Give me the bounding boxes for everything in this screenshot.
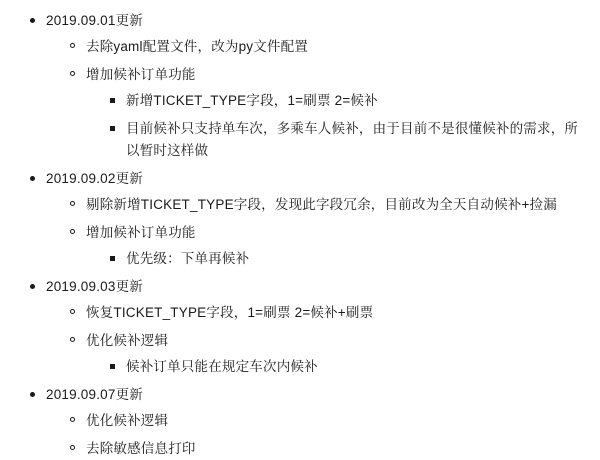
list-item (68, 330, 586, 378)
sub-item-list (108, 248, 586, 270)
changelog-section (28, 276, 586, 378)
section-heading: 2019.09.07更新 (46, 387, 143, 402)
list-item-text: 增加候补订单功能 (86, 225, 196, 240)
section-item-list (68, 36, 586, 162)
sub-list-item (108, 356, 586, 378)
list-item (68, 410, 586, 432)
list-item (68, 194, 586, 216)
section-heading: 2019.09.02更新 (46, 171, 143, 186)
list-item (68, 438, 586, 460)
section-heading: 2019.09.01更新 (46, 13, 143, 28)
sub-item-list (108, 90, 586, 162)
section-item-list (68, 302, 586, 378)
list-item-text: 去除敏感信息打印 (86, 441, 196, 456)
list-item-text: 剔除新增TICKET_TYPE字段，发现此字段冗余，目前改为全天自动候补+捡漏 (86, 197, 557, 212)
sub-list-item (108, 248, 586, 270)
section-item-list (68, 194, 586, 270)
section-item-list (68, 410, 586, 460)
changelog-section (28, 168, 586, 270)
list-item-text: 去除yaml配置文件，改为py文件配置 (86, 39, 309, 54)
changelog-section-list (28, 10, 586, 460)
changelog-section (28, 10, 586, 162)
sub-list-item (108, 118, 586, 162)
list-item (68, 36, 586, 58)
sub-item-list (108, 356, 586, 378)
list-item-text: 增加候补订单功能 (86, 67, 196, 82)
sub-list-item-text: 目前候补只支持单车次，多乘车人候补，由于目前不是很懂候补的需求，所以暂时这样做 (126, 121, 579, 158)
list-item (68, 302, 586, 324)
changelog-section (28, 384, 586, 460)
sub-list-item-text: 候补订单只能在规定车次内候补 (126, 359, 318, 374)
list-item (68, 222, 586, 270)
list-item (68, 64, 586, 162)
sub-list-item (108, 90, 586, 112)
list-item-text: 恢复TICKET_TYPE字段，1=刷票 2=候补+刷票 (86, 305, 374, 320)
list-item-text: 优化候补逻辑 (86, 413, 169, 428)
section-heading: 2019.09.03更新 (46, 279, 143, 294)
sub-list-item-text: 优先级：下单再候补 (126, 251, 250, 266)
sub-list-item-text: 新增TICKET_TYPE字段，1=刷票 2=候补 (126, 93, 378, 108)
list-item-text: 优化候补逻辑 (86, 333, 169, 348)
